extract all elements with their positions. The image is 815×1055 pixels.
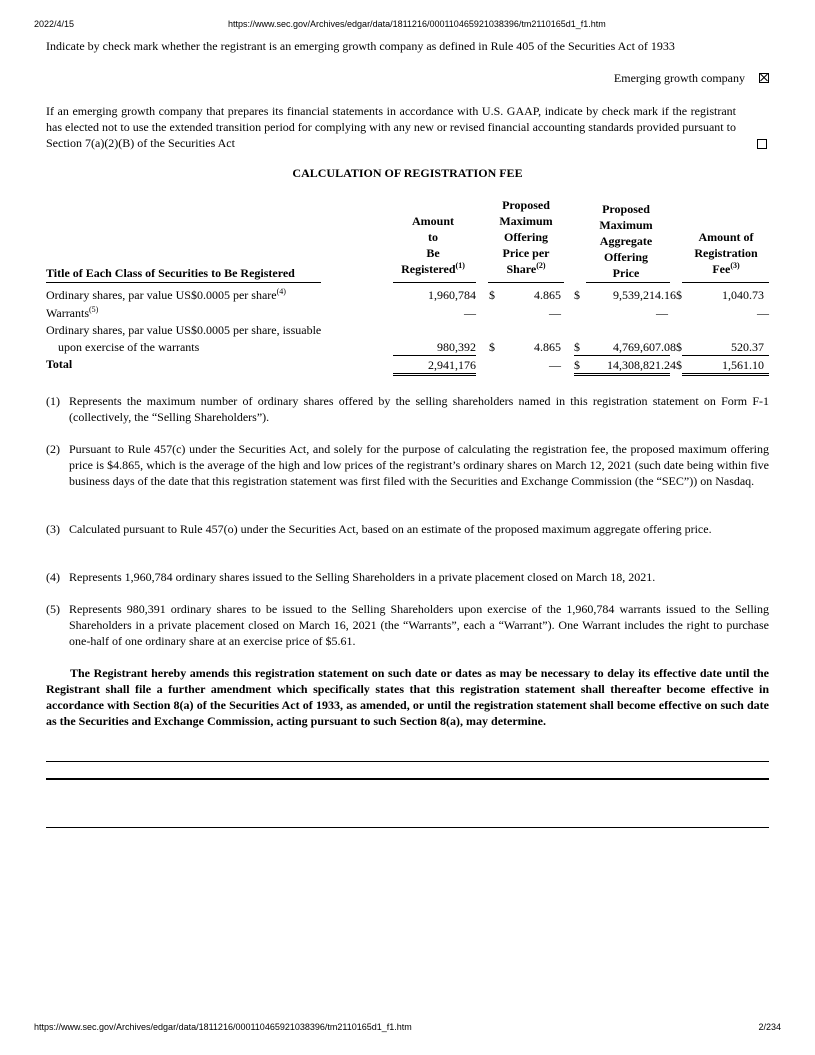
row-warrants-price: — [549,306,561,320]
total-double-rule-amount [393,375,476,376]
total-double-rule-aggregate [574,373,670,374]
row-warrant-shares-title-2: upon exercise of the warrants [58,340,200,354]
row-warrants-fee: — [757,306,769,320]
row-warrant-shares-title-1: Ordinary shares, par value US$0.0005 per share, issuable [46,323,322,337]
print-footer-url: https://www.sec.gov/Archives/edgar/data/1811216/000110465921038396/tm2110165d1_f1.htm [34,1022,412,1032]
header-underline-title [46,282,321,283]
total-rule-amount [393,355,476,356]
header-underline-aggregate [586,282,670,283]
header-underline-amount [393,282,476,283]
total-double-rule-fee [682,373,769,374]
col-header-fee: Amount of Registration Fee$^{(3)}$ [694,230,758,276]
print-header-url: https://www.sec.gov/Archives/edgar/data/1811216/000110465921038396/tm2110165d1_f1.htm [228,19,606,29]
row-warrant-shares-price: 4.865 [534,340,561,354]
row-warrant-shares-fee: 520.37 [731,340,764,354]
row-warrant-shares-aggregate: 4,769,607.08 [613,340,676,354]
row-ordinary-fee: 1,040.73 [722,288,764,302]
row-ordinary-title: Ordinary shares, par value US$0.0005 per share$^{(4)}$ [46,287,286,302]
currency-symbol: $ [489,340,495,354]
footnote: (3) Calculated pursuant to Rule 457(o) under the Securities Act, based on an estimate of the proposed maximum aggregate offering price. [46,522,712,536]
total-rule-aggregate [574,355,670,356]
row-total-fee: 1,561.10 [722,358,764,372]
row-warrants-amount: — [464,306,476,320]
row-warrants-title: Warrants$^{(5)}$ [46,305,99,320]
page-number: 2/234 [758,1022,781,1032]
row-total-amount: 2,941,176 [428,358,476,372]
col-header-aggregate: Proposed Maximum Aggregate Offering Price [599,202,653,280]
egc-checkbox[interactable] [759,73,769,83]
row-total-aggregate: 14,308,821.24 [607,358,676,372]
separator-rule [46,761,769,762]
row-warrant-shares-amount: 980,392 [437,340,476,354]
currency-symbol: $ [676,358,682,372]
gaap-question: If an emerging growth company that prepares its financial statements in accordance with U.S. GAAP, indicate by check mark if the registrant has elected not to use the extended transition period for complying with any new or revised financial accounting standards provided pursuant to Section 7(a)(2)(B) of the Securities Act [46,104,736,150]
total-rule-fee [682,355,769,356]
currency-symbol: $ [574,340,580,354]
footnote: (4) Represents 1,960,784 ordinary shares issued to the Selling Shareholders in a private placement closed on March 18, 2021. [46,570,656,584]
currency-symbol: $ [574,358,580,372]
header-underline-price [488,282,564,283]
row-ordinary-amount: 1,960,784 [428,288,476,302]
gaap-checkbox[interactable] [757,139,767,149]
currency-symbol: $ [574,288,580,302]
row-warrants-aggregate: — [656,306,668,320]
egc-row [614,70,769,86]
fee-table-title: CALCULATION OF REGISTRATION FEE [292,166,523,180]
total-double-rule-fee [682,375,769,376]
total-double-rule-amount [393,373,476,374]
print-date: 2022/4/15 [34,19,75,29]
row-ordinary-price: 4.865 [534,288,561,302]
col-header-title: Title of Each Class of Securities to Be Registered [46,266,295,280]
row-total-title: Total [46,357,73,371]
separator-rule [46,827,769,828]
egc-question: Indicate by check mark whether the registrant is an emerging growth company as defined in Rule 405 of the Securities Act of 1933 [46,39,675,53]
currency-symbol: $ [676,288,682,302]
footnote: (5) Represents 980,391 ordinary shares to be issued to the Selling Shareholders upon exercise of the 1,960,784 warrants issued to the Selling Shareholders in a private placement closed on March 16, 2021 (the “Warrants”, each a “Warrant”). One Warrant includes the right to purchase one-half of one ordinary share at an exercise price of $5.61. [46,602,769,648]
footnote: (1) Represents the maximum number of ordinary shares offered by the selling shareholders named in this registration statement on Form F-1 (collectively, the “Selling Shareholders”). [46,394,769,424]
col-header-price: Proposed Maximum Offering Price per Share$^{(2)}$ [499,198,553,276]
col-header-amount: Amount to Be Registered$^{(1)}$ [401,214,465,276]
row-ordinary-aggregate: 9,539,214.16 [613,288,676,302]
currency-symbol: $ [676,340,682,354]
delaying-amendment: The Registrant hereby amends this registration statement on such date or dates as may be necessary to delay its effective date until the Registrant shall file a further amendment which specifically states that this registration statement shall thereafter become effective in accordance with Section 8(a) of the Securities Act of 1933, as amended, or until the registration statement shall become effective on such date as the Securities and Exchange Commission, acting pursuant to such Section 8(a), may determine. [46,666,769,728]
separator-rule [46,778,769,780]
currency-symbol: $ [489,288,495,302]
total-double-rule-aggregate [574,375,670,376]
footnote: (2) Pursuant to Rule 457(c) under the Securities Act, and solely for the purpose of calculating the registration fee, the proposed maximum offering price is $4.865, which is the average of the high and low prices of the registrant’s ordinary shares on March 12, 2021 (such date being within five business days of the date that this registration statement was first filed with the Securities and Exchange Commission (the “SEC”)) on Nasdaq. [46,442,769,488]
egc-label: Emerging growth company [613,71,745,85]
header-underline-fee [682,282,769,283]
row-total-price: — [549,358,561,372]
